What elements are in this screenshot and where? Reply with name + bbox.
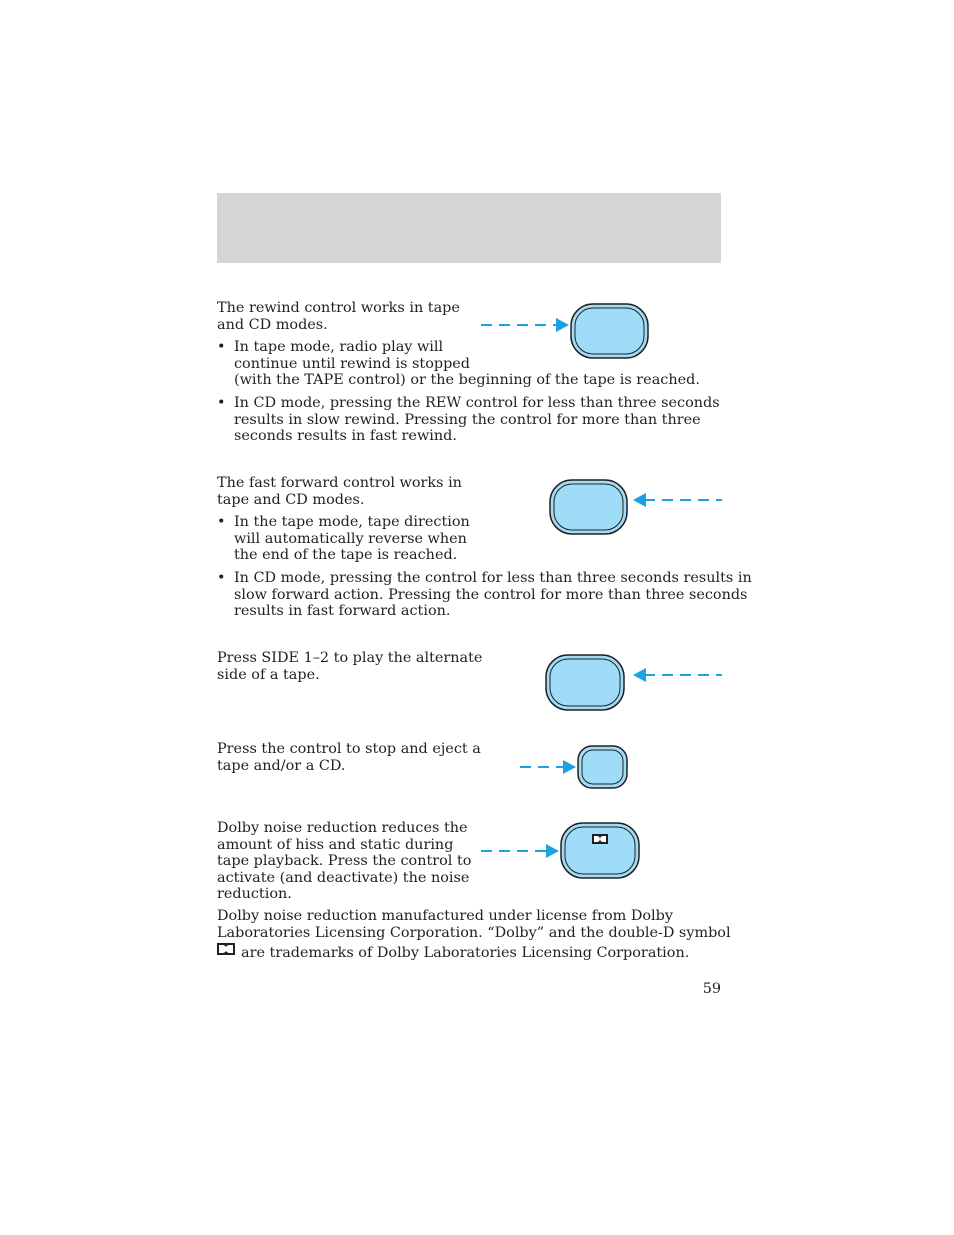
- arrow-right-icon: [481, 318, 569, 332]
- eject-control-illustration: [517, 744, 631, 790]
- dolby-intro-line-3: tape playback. Press the control to: [217, 853, 472, 869]
- dolby-intro-line-5: reduction.: [217, 886, 292, 902]
- bullet-text-line: results in slow rewind. Pressing the control for more than three: [234, 411, 701, 428]
- header-band: [217, 193, 721, 263]
- rewind-control-illustration: [478, 300, 653, 362]
- bullet-dot: •: [217, 514, 226, 530]
- dolby-double-d-icon: [592, 834, 608, 844]
- bullet-text-line: results in fast forward action.: [234, 603, 451, 619]
- eject-button[interactable]: [578, 746, 627, 788]
- dolby-double-d-icon: [217, 943, 235, 955]
- eject-intro-line-2: tape and/or a CD.: [217, 757, 346, 774]
- eject-intro-line-1: Press the control to stop and eject a: [217, 741, 481, 757]
- bullet-text-line: the end of the tape is reached.: [234, 547, 458, 563]
- dolby-intro-line-4: activate (and deactivate) the noise: [217, 869, 470, 886]
- dolby-control-illustration: [478, 820, 644, 882]
- bullet-text-line: continue until rewind is stopped: [234, 355, 471, 372]
- dolby-license-line-2: Laboratories Licensing Corporation. “Dolby” and the double-D symbol: [217, 924, 731, 941]
- bullet-text-line: will automatically reverse when: [234, 530, 467, 547]
- rewind-button[interactable]: [571, 304, 648, 358]
- bullet-text-line: In tape mode, radio play will: [234, 339, 444, 355]
- dolby-intro-line-2: amount of hiss and static during: [217, 836, 454, 853]
- bullet-text-line: In the tape mode, tape direction: [234, 514, 470, 530]
- arrow-left-icon: [633, 668, 722, 682]
- arrow-right-icon: [520, 760, 576, 774]
- ff-intro-line-2: tape and CD modes.: [217, 491, 365, 508]
- dolby-license-line-3: are trademarks of Dolby Laboratories Licensing Corporation.: [241, 945, 690, 961]
- side-control-illustration: [544, 652, 724, 714]
- dolby-intro-line-1: Dolby noise reduction reduces the: [217, 820, 468, 836]
- side-1-2-button[interactable]: [546, 655, 624, 710]
- arrow-left-icon: [633, 493, 722, 507]
- dolby-button[interactable]: [561, 823, 639, 878]
- side-intro-line-2: side of a tape.: [217, 666, 320, 683]
- bullet-dot: •: [217, 339, 226, 355]
- side-intro-line-1: Press SIDE 1–2 to play the alternate: [217, 650, 483, 666]
- rewind-intro-line-2: and CD modes.: [217, 316, 328, 333]
- bullet-text-line: (with the TAPE control) or the beginning of the tape is reached.: [234, 372, 700, 388]
- dolby-license-line-1: Dolby noise reduction manufactured under license from Dolby: [217, 908, 673, 924]
- rewind-intro-line-1: The rewind control works in tape: [217, 300, 460, 316]
- fast-forward-control-illustration: [548, 476, 724, 538]
- arrow-right-icon: [481, 844, 559, 858]
- bullet-dot: •: [217, 395, 226, 411]
- bullet-text-line: In CD mode, pressing the control for less than three seconds results in: [234, 570, 752, 586]
- bullet-text-line: slow forward action. Pressing the control for more than three seconds: [234, 586, 748, 603]
- ff-intro-line-1: The fast forward control works in: [217, 475, 462, 491]
- bullet-dot: •: [217, 570, 226, 586]
- fast-forward-button[interactable]: [550, 480, 627, 534]
- page-number: 59: [702, 981, 721, 997]
- bullet-text-line: In CD mode, pressing the REW control for less than three seconds: [234, 395, 720, 411]
- bullet-text-line: seconds results in fast rewind.: [234, 428, 457, 444]
